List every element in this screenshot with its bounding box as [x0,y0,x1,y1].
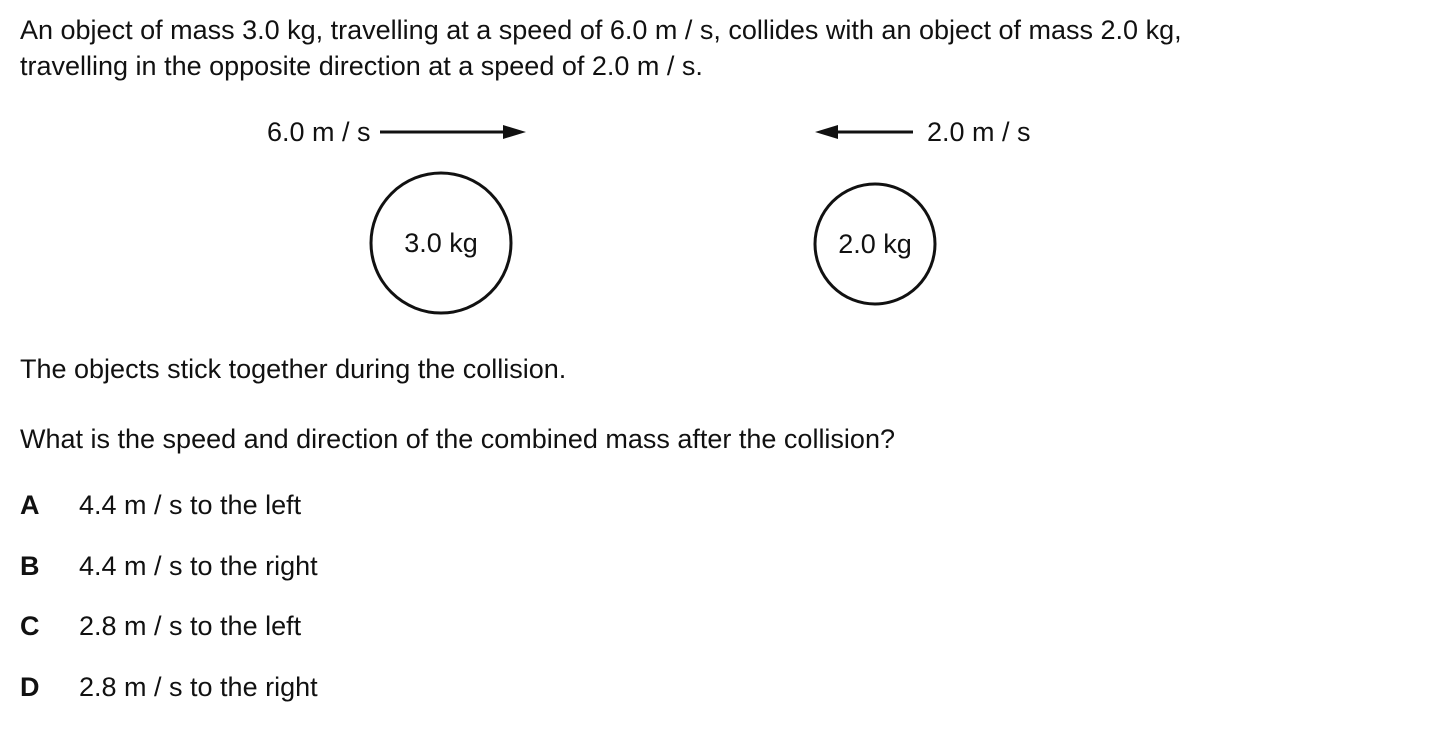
option-text: 2.8 m / s to the left [79,609,301,670]
option-letter: C [20,609,79,670]
option-text: 4.4 m / s to the left [79,488,301,549]
right-arrow-icon [380,125,526,139]
option-letter: D [20,670,79,730]
answer-option-a[interactable] [20,488,318,549]
question-stem-line-1: An object of mass 3.0 kg, travelling at a speed of 6.0 m / s, collides with an object of mass 2.0 kg, [20,12,1420,48]
option-text: 2.8 m / s to the right [79,670,318,730]
left-object-mass-label: 3.0 kg [404,228,478,258]
right-velocity-label: 2.0 m / s [927,117,1031,147]
option-text: 4.4 m / s to the right [79,549,318,610]
option-letter: A [20,488,79,549]
collision-diagram [0,0,1444,340]
answer-option-b[interactable] [20,549,318,610]
left-arrow-icon [815,125,913,139]
answer-option-c[interactable] [20,609,318,670]
right-object-mass-label: 2.0 kg [838,229,912,259]
question-prompt: What is the speed and direction of the combined mass after the collision? [20,422,895,456]
left-velocity-label: 6.0 m / s [267,117,371,147]
collision-statement: The objects stick together during the collision. [20,352,566,386]
answer-options [20,488,318,730]
option-letter: B [20,549,79,610]
question-stem-line-2: travelling in the opposite direction at a speed of 2.0 m / s. [20,48,1420,84]
